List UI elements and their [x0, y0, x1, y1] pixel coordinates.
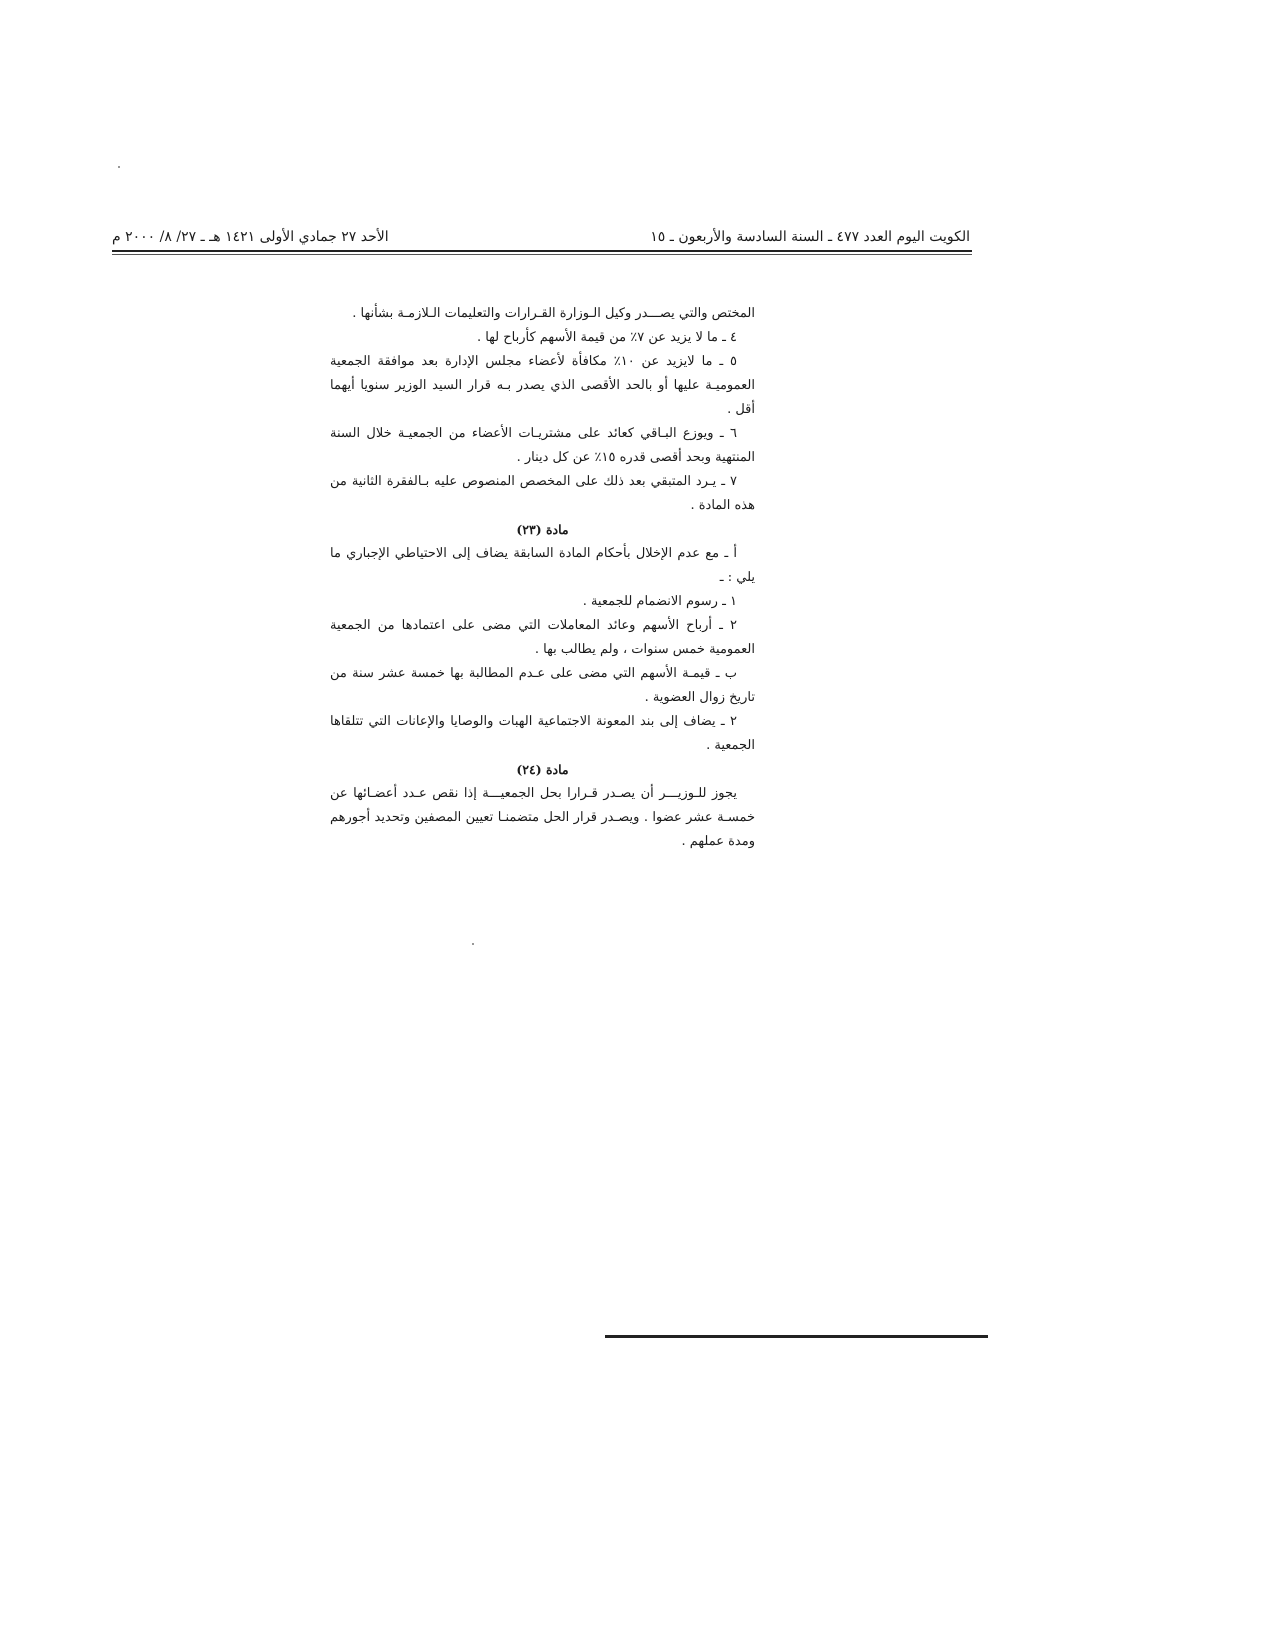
article-heading: مادة (٢٤): [516, 762, 569, 777]
body-paragraph: ٦ ـ ويوزع البـاقي كعائد على مشتريـات الأعضاء من الجمعيـة خلال السنة المنتهية وبحد أقصى قدره ١٥٪ عن كل دينار .: [330, 426, 755, 465]
body-paragraph: ١ ـ رسوم الانضمام للجمعية .: [582, 594, 737, 609]
scan-speck: [472, 943, 474, 945]
body-paragraph: أ ـ مع عدم الإخلال بأحكام المادة السابقة يضاف إلى الاحتياطي الإجباري ما يلي : ـ: [330, 546, 755, 585]
footer-rule: [605, 1335, 988, 1338]
header-date: الأحد ٢٧ جمادي الأولى ١٤٢١ هـ ـ ٢٧/ ٨/ ٢٠٠٠ م: [112, 229, 389, 245]
header-publication: الكويت اليوم العدد ٤٧٧ ـ السنة السادسة والأربعون ـ ١٥: [650, 229, 970, 245]
body-paragraph: ٧ ـ يـرد المتبقي بعد ذلك على المخصص المنصوص عليه بـالفقرة الثانية من هذه المادة .: [330, 474, 755, 513]
article-heading: مادة (٢٣): [516, 522, 569, 537]
header-rule: [112, 250, 972, 252]
article-body: [330, 302, 755, 854]
body-paragraph: ب ـ قيمـة الأسهم التي مضى على عـدم المطالبة بها خمسة عشر سنة من تاريخ زوال العضوية .: [330, 666, 755, 705]
header-rule-thin: [112, 254, 972, 255]
body-paragraph: المختص والتي يصـــدر وكيل الـوزارة القـرارات والتعليمات الـلازمـة بشأنها .: [352, 306, 755, 321]
scan-speck: [118, 166, 120, 168]
page-header: [112, 226, 970, 248]
body-paragraph: يجوز للـوزيـــر أن يصـدر قـرارا بحل الجمعيـــة إذا نقص عـدد أعضـائها عن خمسـة عشر عضوا . ويصـدر قرار الحل متضمنـا تعيين المصفين وتحديد أجورهم ومدة عملهم .: [330, 786, 755, 849]
body-paragraph: ٢ ـ يضاف إلى بند المعونة الاجتماعية الهبات والوصايا والإعانات التي تتلقاها الجمعية .: [330, 714, 755, 753]
body-paragraph: ٤ ـ ما لا يزيد عن ٧٪ من قيمة الأسهم كأرباح لها .: [476, 330, 737, 345]
body-paragraph: ٥ ـ ما لايزيد عن ١٠٪ مكافأة لأعضاء مجلس الإدارة بعد موافقة الجمعية العموميـة عليها أو بالحد الأقصى الذي يصدر بـه قرار السيد الوزير سنويا أيهما أقل .: [330, 354, 755, 417]
body-paragraph: ٢ ـ أرباح الأسهم وعائد المعاملات التي مضى على اعتمادها من الجمعية العمومية خمس سنوات ، ولم يطالب بها .: [330, 618, 755, 657]
